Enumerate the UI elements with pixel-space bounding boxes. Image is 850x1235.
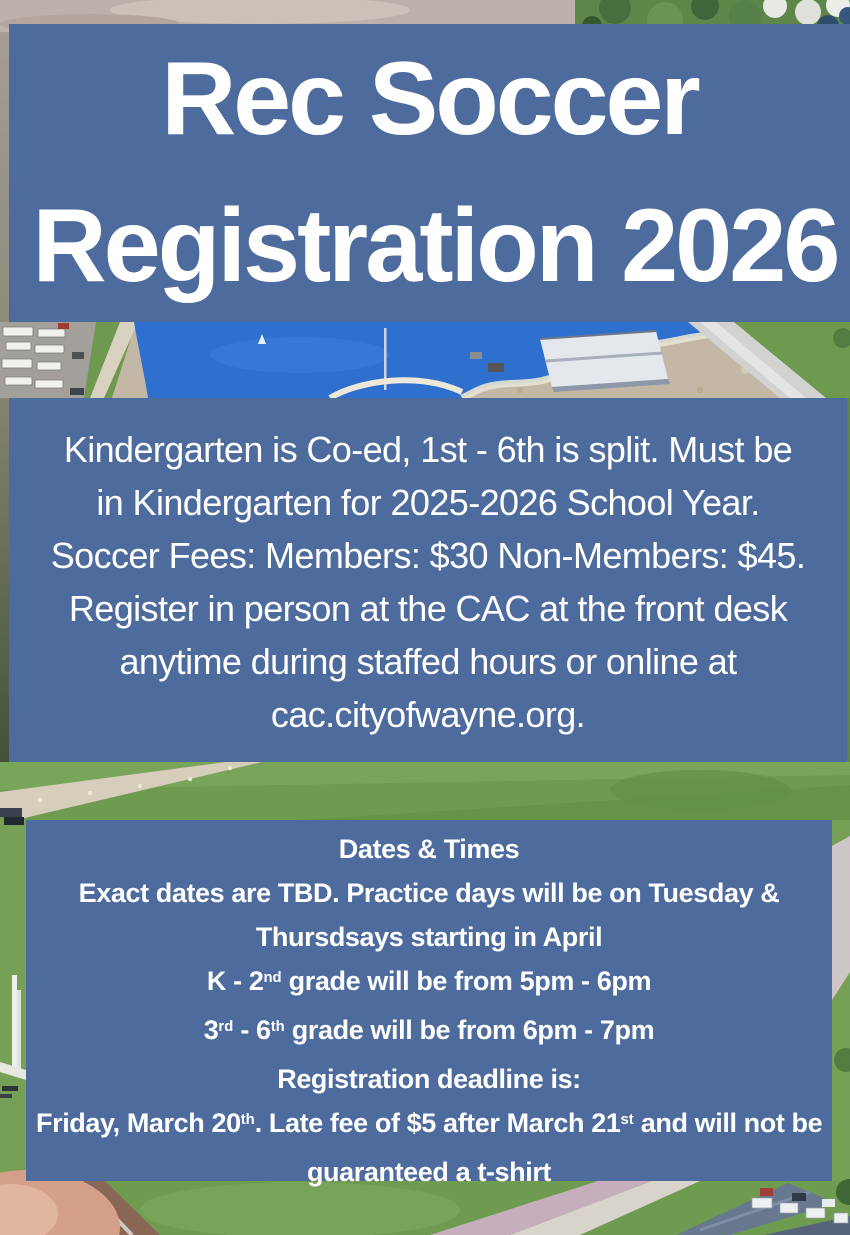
text-line: Registration 2026 (32, 188, 838, 304)
text-line: Thursdsays starting in April (255, 922, 603, 952)
text-line: cac.cityofwayne.org. (270, 694, 586, 735)
text-line: Register in person at the CAC at the front desk (68, 588, 788, 629)
text-line: Exact dates are TBD. Practice days will be on Tuesday & (78, 878, 780, 908)
dates-heading: Dates & Times (338, 834, 520, 864)
dates-panel (26, 820, 832, 1187)
info-panel (9, 398, 847, 762)
text-line: Soccer Fees: Members: $30 Non-Members: $45. (50, 535, 806, 576)
title-banner (9, 24, 850, 322)
text-line: 3rd - 6th grade will be from 6pm - 7pm (203, 1015, 655, 1045)
text-line: Registration deadline is: (277, 1064, 581, 1094)
dates-lines (36, 871, 822, 1194)
text-line: in Kindergarten for 2025-2026 School Year. (96, 482, 760, 523)
text-line: K - 2nd grade will be from 5pm - 6pm (206, 966, 652, 996)
text-line: guaranteed a t-shirt (306, 1157, 552, 1187)
text-line: Rec Soccer (161, 41, 698, 157)
text-line: Friday, March 20th. Late fee of $5 after March 21st and will not be (36, 1108, 823, 1138)
text-line: Kindergarten is Co-ed, 1st - 6th is split. Must be (63, 429, 793, 470)
photo-grass-band (0, 762, 850, 825)
photo-pond-band (0, 322, 850, 398)
text-line: anytime during staffed hours or online at (119, 641, 737, 682)
